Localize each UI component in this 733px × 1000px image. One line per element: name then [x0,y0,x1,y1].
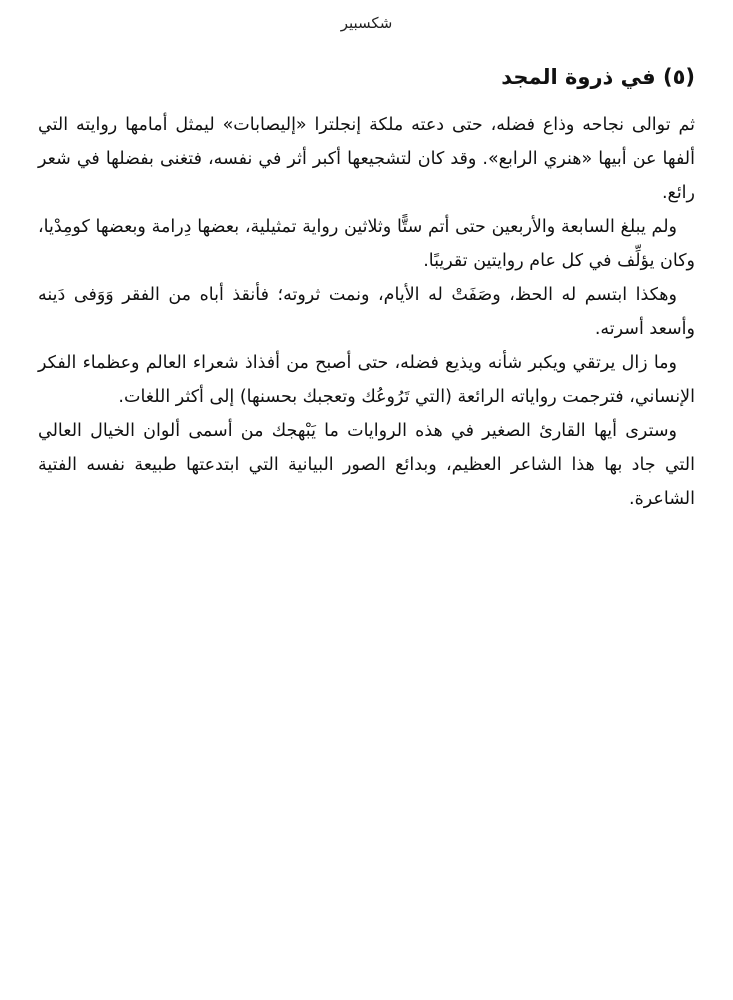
paragraph: وسترى أيها القارئ الصغير في هذه الروايات ما يَبْهجك من أسمى ألوان الخيال العالي التي جاد بها هذا الشاعر العظيم، وبدائع الصور البيانية التي ابتدعتها طبيعة نفسه الفتية الشاعرة. [38,421,695,509]
running-header: شكسبير [340,14,393,32]
paragraph: وهكذا ابتسم له الحظ، وصَفَتْ له الأيام، ونمت ثروته؛ فأنقذ أباه من الفقر وَوَفى دَينه وأسعد أسرته. [38,285,695,339]
paragraph: ولم يبلغ السابعة والأربعين حتى أتم ستًّا وثلاثين رواية تمثيلية، بعضها دِرامة وبعضها كومِدْيا، وكان يؤلِّف في كل عام روايتين تقريبًا. [38,217,695,271]
paragraph: ثم توالى نجاحه وذاع فضله، حتى دعته ملكة إنجلترا «إليصابات» ليمثل أمامها روايته التي ألفها عن أبيها «هنري الرابع». وقد كان لتشجيعها أكبر أثر في نفسه، فتغنى بفضلها في شعر رائع. [38,115,695,203]
paragraph: وما زال يرتقي ويكبر شأنه ويذيع فضله، حتى أصبح من أفذاذ شعراء العالم وعظماء الفكر الإنساني، فترجمت رواياته الرائعة (التي تَرُوعُك وتعجبك بحسنها) إلى أكثر اللغات. [38,353,695,407]
chapter-title: (٥) في ذروة المجد [501,65,695,89]
body-text [38,108,695,516]
